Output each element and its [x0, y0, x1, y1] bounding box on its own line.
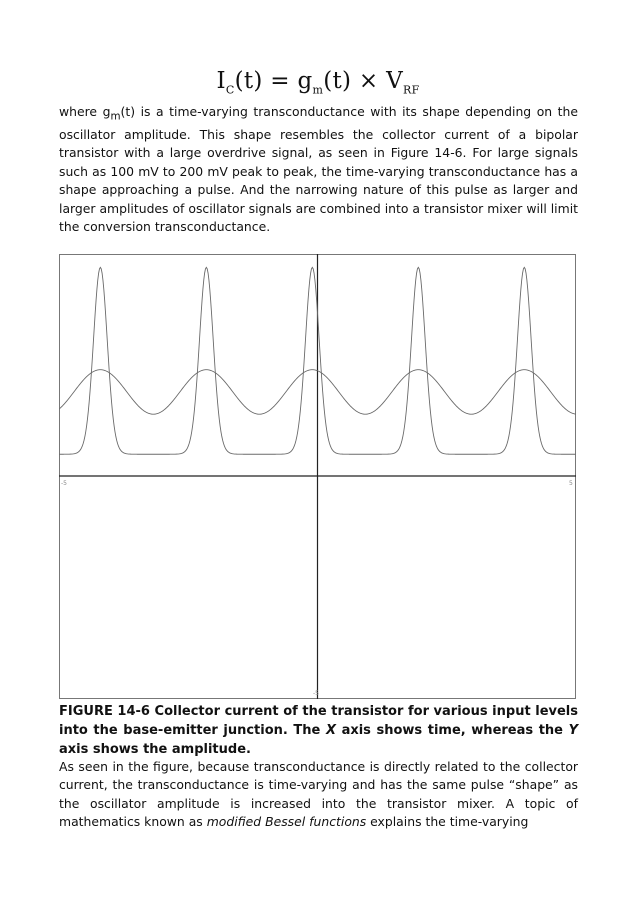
paragraph-2 [59, 758, 578, 832]
tick-right: 5 [569, 480, 573, 487]
p1-text: (t) is a time-varying transconductance with its shape depending on the oscillator amplitude. This shape resembles the collector current of a bipolar transistor with a large overdrive signal, as seen in Figure 14-6. For large signals such as 100 mV to 200 mV peak to peak, the time-varying transconductance has a shape approaching a pulse. And the narrowing nature of this pulse as larger and larger amplitudes of oscillator signals are combined into a transistor mixer will limit the conversion transconductance. [59, 104, 579, 234]
eq-ic: I [216, 68, 226, 94]
eq-vrf-sub: RF [403, 83, 420, 97]
equation [0, 68, 636, 97]
eq-gm: (t) = g [234, 68, 313, 94]
p2-b: explains the time-varying [366, 814, 529, 830]
tick-left: -5 [61, 480, 67, 487]
p1-pre: where g [59, 104, 111, 119]
caption-x: X [325, 723, 336, 738]
caption-y: Y [568, 723, 578, 738]
eq-vrf: (t) × V [323, 68, 404, 94]
caption-a: FIGURE 14-6 Collector current of the transistor for various input levels into the base-emitter junction. The [59, 704, 578, 738]
tick-bottom: -5 [313, 690, 319, 697]
eq-gm-sub: m [312, 83, 324, 97]
caption-b: axis shows time, whereas the [335, 723, 569, 738]
figure-14-6-plot [59, 254, 576, 699]
eq-ic-sub: C [225, 83, 235, 97]
caption-c: axis shows the amplitude. [59, 742, 251, 757]
p2-em: modified Bessel functions [206, 814, 367, 830]
p2-a: As seen in the figure, because transconductance is directly related to the collector current, the transconductance is time-varying and has the same pulse “shape” as the oscillator amplitude is increased into the transistor mixer. A topic of mathematics known as [59, 759, 578, 830]
figure-caption [59, 702, 578, 759]
paragraph-1 [59, 103, 578, 236]
p1-sub: m [110, 110, 121, 123]
